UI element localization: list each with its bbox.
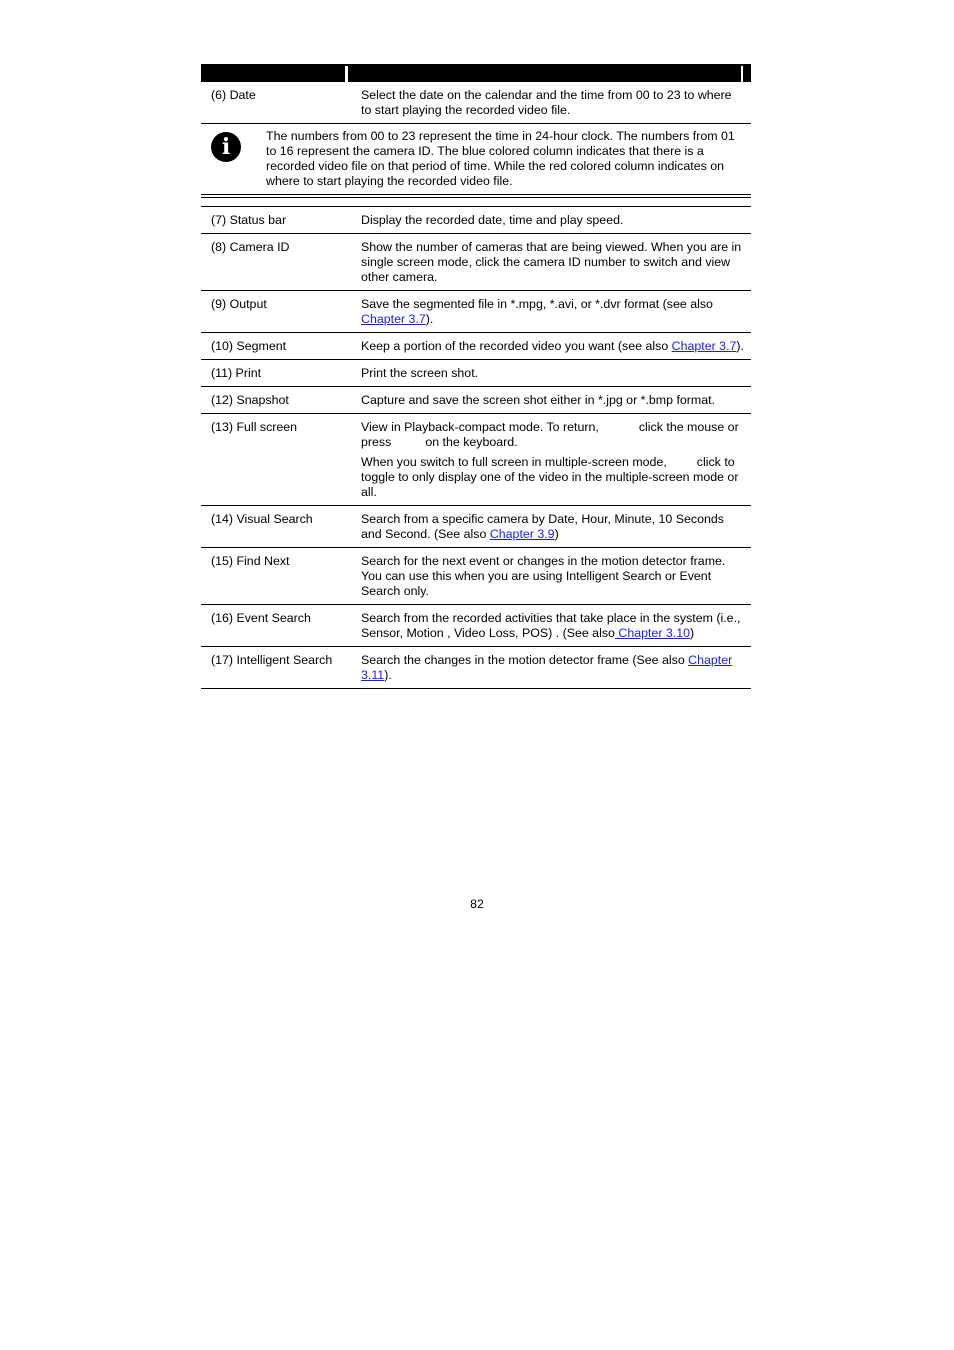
chapter-link-3-7[interactable]: Chapter 3.7 bbox=[671, 339, 737, 353]
row-description: Show the number of cameras that are being viewed. When you are in single screen mode, click the camera ID number to switch and view other camera. bbox=[361, 240, 742, 284]
table-row-snapshot bbox=[201, 387, 751, 414]
desc-paragraph bbox=[361, 420, 745, 450]
desc-text: on the keyboard. bbox=[425, 435, 518, 449]
table-header-bar bbox=[201, 64, 751, 82]
row-description bbox=[361, 653, 751, 683]
table-row-status-bar bbox=[201, 207, 751, 234]
page-number: 82 bbox=[470, 897, 484, 911]
row-description: Search for the next event or changes in the motion detector frame. You can use this when you are using Intelligent Search or Event Search only. bbox=[361, 554, 726, 598]
row-description: Capture and save the screen shot either in *.jpg or *.bmp format. bbox=[361, 393, 716, 407]
row-description: Display the recorded date, time and play speed. bbox=[361, 213, 624, 227]
table-row-intelligent-search bbox=[201, 647, 751, 689]
desc-text: Search from a specific camera by Date, Hour, Minute, 10 Seconds and Second. (See also bbox=[361, 512, 724, 541]
table-row-event-search bbox=[201, 605, 751, 647]
desc-text: click the mouse or press bbox=[361, 420, 739, 449]
desc-text: click to toggle to only display one of the video in the multiple-screen mode or all. bbox=[361, 455, 739, 499]
header-separator bbox=[345, 66, 348, 82]
chapter-link-3-10[interactable]: Chapter 3.10 bbox=[614, 626, 691, 640]
desc-text: ). bbox=[736, 339, 744, 353]
table-row-find-next bbox=[201, 548, 751, 605]
row-description bbox=[361, 420, 751, 500]
row-label: (10) Segment bbox=[211, 339, 287, 353]
row-description bbox=[361, 297, 751, 327]
desc-text: Save the segmented file in *.mpg, *.avi, or *.dvr format (see also bbox=[361, 297, 713, 311]
header-endcap bbox=[741, 66, 743, 82]
desc-text: Search from the recorded activities that take place in the system (i.e., Sensor, Motion , Video Loss, POS) . (See also bbox=[361, 611, 741, 640]
note-divider bbox=[201, 197, 751, 199]
desc-text: Keep a portion of the recorded video you want (see also bbox=[361, 339, 672, 353]
row-label: (12) Snapshot bbox=[211, 393, 289, 407]
info-note bbox=[201, 124, 751, 195]
table-row-output bbox=[201, 291, 751, 333]
desc-text: View in Playback-compact mode. To return, bbox=[361, 420, 599, 434]
desc-text: ). bbox=[425, 312, 434, 326]
info-icon: i bbox=[211, 132, 241, 162]
table-row-segment bbox=[201, 333, 751, 360]
desc-text: ) bbox=[554, 527, 559, 541]
desc-paragraph bbox=[361, 455, 745, 500]
row-label: (16) Event Search bbox=[211, 611, 311, 625]
row-description: Select the date on the calendar and the time from 00 to 23 to where to start playing the recorded video file. bbox=[361, 88, 732, 117]
desc-text: When you switch to full screen in multiple-screen mode, bbox=[361, 455, 667, 469]
row-label: (8) Camera ID bbox=[211, 240, 290, 254]
table-row-camera-id bbox=[201, 234, 751, 291]
row-description bbox=[361, 339, 751, 354]
chapter-link-3-11[interactable]: Chapter 3.11 bbox=[361, 653, 733, 682]
desc-text: ). bbox=[384, 668, 392, 682]
row-description bbox=[361, 611, 751, 641]
row-label: (13) Full screen bbox=[211, 420, 298, 434]
desc-text: Search the changes in the motion detector frame (See also bbox=[361, 653, 689, 667]
row-label: (14) Visual Search bbox=[211, 512, 313, 526]
manual-page bbox=[201, 64, 751, 689]
chapter-link-3-7[interactable]: Chapter 3.7 bbox=[361, 312, 426, 326]
chapter-link-3-9[interactable]: Chapter 3.9 bbox=[489, 527, 555, 541]
note-text: The numbers from 00 to 23 represent the time in 24-hour clock. The numbers from 01 to 16 represent the camera ID. The blue colored column indicates that there is a recorded video file on that period of time. While the red colored column indicates on where to start playing the recorded video file. bbox=[266, 129, 735, 188]
row-label: (6) Date bbox=[211, 88, 256, 102]
row-label: (15) Find Next bbox=[211, 554, 290, 568]
row-label: (17) Intelligent Search bbox=[211, 653, 333, 667]
table-row-date bbox=[201, 82, 751, 124]
table-row-print bbox=[201, 360, 751, 387]
row-label: (11) Print bbox=[211, 366, 262, 380]
row-label: (9) Output bbox=[211, 297, 267, 311]
desc-text: ) bbox=[690, 626, 695, 640]
table-row-visual-search bbox=[201, 506, 751, 548]
row-description bbox=[361, 512, 751, 542]
row-label: (7) Status bar bbox=[211, 213, 287, 227]
table-row-full-screen bbox=[201, 414, 751, 506]
row-description: Print the screen shot. bbox=[361, 366, 479, 380]
